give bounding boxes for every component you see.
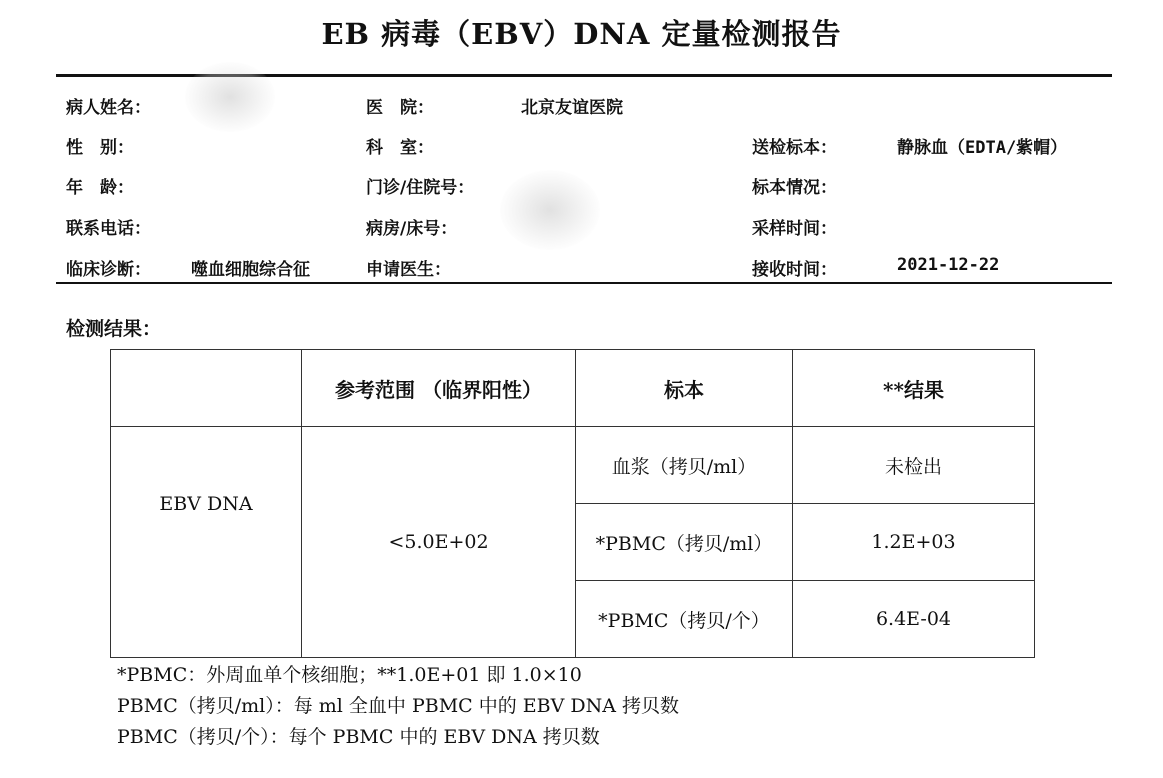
result-cell: 未检出 bbox=[793, 427, 1035, 504]
results-title: 检测结果： bbox=[66, 318, 162, 340]
table-header-cell: 标本 bbox=[576, 350, 793, 427]
sample-cell: 血浆（拷贝/ml） bbox=[576, 427, 793, 504]
footnote: *PBMC：外周血单个核细胞；**1.0E+01 即 1.0×10 bbox=[117, 664, 582, 686]
table-row bbox=[111, 427, 1035, 504]
sample-cell: *PBMC（拷贝/ml） bbox=[576, 504, 793, 581]
ward-bed-label: 病房/床号： bbox=[366, 219, 458, 239]
test-item-cell: EBV DNA bbox=[111, 427, 302, 658]
gender-label: 性 别： bbox=[66, 138, 134, 158]
phone-label: 联系电话： bbox=[66, 219, 151, 239]
footnote: PBMC（拷贝/ml）：每 ml 全血中 PBMC 中的 EBV DNA 拷贝数 bbox=[117, 695, 679, 717]
name-label: 病人姓名： bbox=[66, 98, 151, 118]
receive-time-value: 2021-12-22 bbox=[897, 255, 1000, 275]
table-header-row bbox=[111, 350, 1035, 427]
doctor-label: 申请医生： bbox=[366, 260, 451, 280]
sample-label: 送检标本： bbox=[752, 138, 837, 158]
department-label: 科 室： bbox=[366, 138, 434, 158]
table-header-cell bbox=[111, 350, 302, 427]
receive-time-label: 接收时间： bbox=[752, 260, 837, 280]
result-cell: 1.2E+03 bbox=[793, 504, 1035, 581]
reference-range-cell: <5.0E+02 bbox=[302, 427, 576, 658]
outpatient-number-label: 门诊/住院号： bbox=[366, 178, 475, 198]
sample-value: 静脉血（EDTA/紫帽） bbox=[897, 138, 1068, 158]
hospital-label: 医 院： bbox=[366, 98, 434, 118]
table-header-cell: 参考范围 （临界阳性） bbox=[302, 350, 576, 427]
sampling-time-label: 采样时间： bbox=[752, 219, 837, 239]
hospital-value: 北京友谊医院 bbox=[521, 98, 623, 118]
diagnosis-label: 临床诊断： bbox=[66, 260, 151, 280]
result-cell: 6.4E-04 bbox=[793, 581, 1035, 658]
sample-cell: *PBMC（拷贝/个） bbox=[576, 581, 793, 658]
footnote: PBMC（拷贝/个）：每个 PBMC 中的 EBV DNA 拷贝数 bbox=[117, 726, 600, 748]
redaction-blur bbox=[185, 62, 275, 132]
diagnosis-value: 噬血细胞综合征 bbox=[191, 260, 310, 280]
sample-condition-label: 标本情况： bbox=[752, 178, 837, 198]
age-label: 年 龄： bbox=[66, 178, 134, 198]
results-table bbox=[110, 349, 1035, 658]
info-divider bbox=[56, 282, 1112, 284]
redaction-blur bbox=[500, 170, 600, 250]
report-title: EB 病毒（EBV）DNA 定量检测报告 bbox=[321, 17, 842, 51]
table-header-cell: **结果 bbox=[793, 350, 1035, 427]
